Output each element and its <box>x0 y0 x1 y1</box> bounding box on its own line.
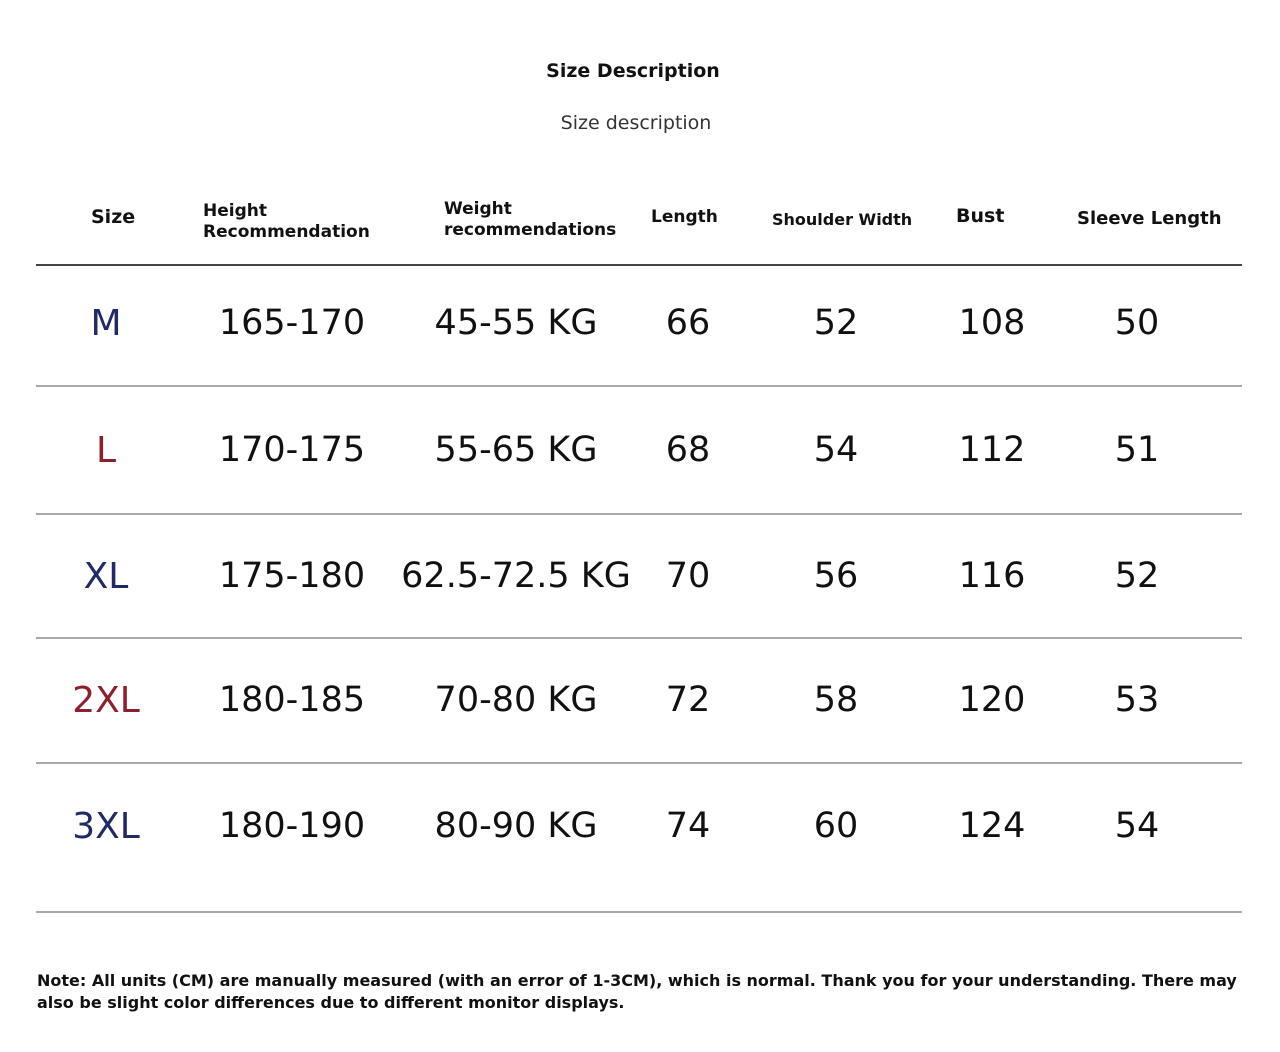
row-divider <box>36 762 1242 764</box>
cell-bust: 112 <box>958 430 1026 470</box>
cell-length: 72 <box>665 680 711 720</box>
header-shoulder-width: Shoulder Width <box>772 210 913 229</box>
page-subtitle: Size description <box>560 112 712 134</box>
cell-weight: 80-90 KG <box>434 806 598 846</box>
cell-size: L <box>95 430 117 471</box>
header-divider <box>36 264 1242 266</box>
header-height: Height Recommendation <box>203 201 370 242</box>
row-divider <box>36 513 1242 515</box>
cell-bust: 120 <box>958 680 1026 720</box>
cell-weight: 62.5-72.5 KG <box>401 556 631 596</box>
cell-weight: 55-65 KG <box>434 430 598 470</box>
cell-sleeve: 53 <box>1114 680 1160 720</box>
cell-size: M <box>90 303 122 344</box>
header-length: Length <box>651 207 718 227</box>
cell-height: 180-190 <box>218 806 366 846</box>
row-divider <box>36 637 1242 639</box>
page-title: Size Description <box>546 60 720 82</box>
cell-sleeve: 51 <box>1114 430 1160 470</box>
cell-length: 68 <box>665 430 711 470</box>
cell-size: XL <box>83 556 129 597</box>
cell-height: 175-180 <box>218 556 366 596</box>
cell-shoulder: 52 <box>813 303 859 343</box>
cell-length: 70 <box>665 556 711 596</box>
cell-sleeve: 52 <box>1114 556 1160 596</box>
cell-height: 165-170 <box>218 303 366 343</box>
cell-shoulder: 58 <box>813 680 859 720</box>
cell-bust: 124 <box>958 806 1026 846</box>
cell-shoulder: 54 <box>813 430 859 470</box>
header-weight: Weight recommendations <box>444 199 617 240</box>
cell-sleeve: 54 <box>1114 806 1160 846</box>
cell-height: 170-175 <box>218 430 366 470</box>
cell-size: 2XL <box>72 680 140 721</box>
row-divider <box>36 911 1242 913</box>
cell-length: 74 <box>665 806 711 846</box>
cell-size: 3XL <box>72 806 140 847</box>
header-size: Size <box>91 206 136 228</box>
cell-bust: 108 <box>958 303 1026 343</box>
measurement-note: Note: All units (CM) are manually measured (with an error of 1-3CM), which is normal. Thank you for your understanding. There may also be slight color differences due to different monitor displays. <box>37 971 1237 1012</box>
cell-weight: 45-55 KG <box>434 303 598 343</box>
cell-shoulder: 60 <box>813 806 859 846</box>
header-sleeve-length: Sleeve Length <box>1077 208 1222 229</box>
cell-weight: 70-80 KG <box>434 680 598 720</box>
cell-shoulder: 56 <box>813 556 859 596</box>
cell-length: 66 <box>665 303 711 343</box>
cell-sleeve: 50 <box>1114 303 1160 343</box>
cell-height: 180-185 <box>218 680 366 720</box>
row-divider <box>36 385 1242 387</box>
header-bust: Bust <box>956 205 1005 227</box>
cell-bust: 116 <box>958 556 1026 596</box>
